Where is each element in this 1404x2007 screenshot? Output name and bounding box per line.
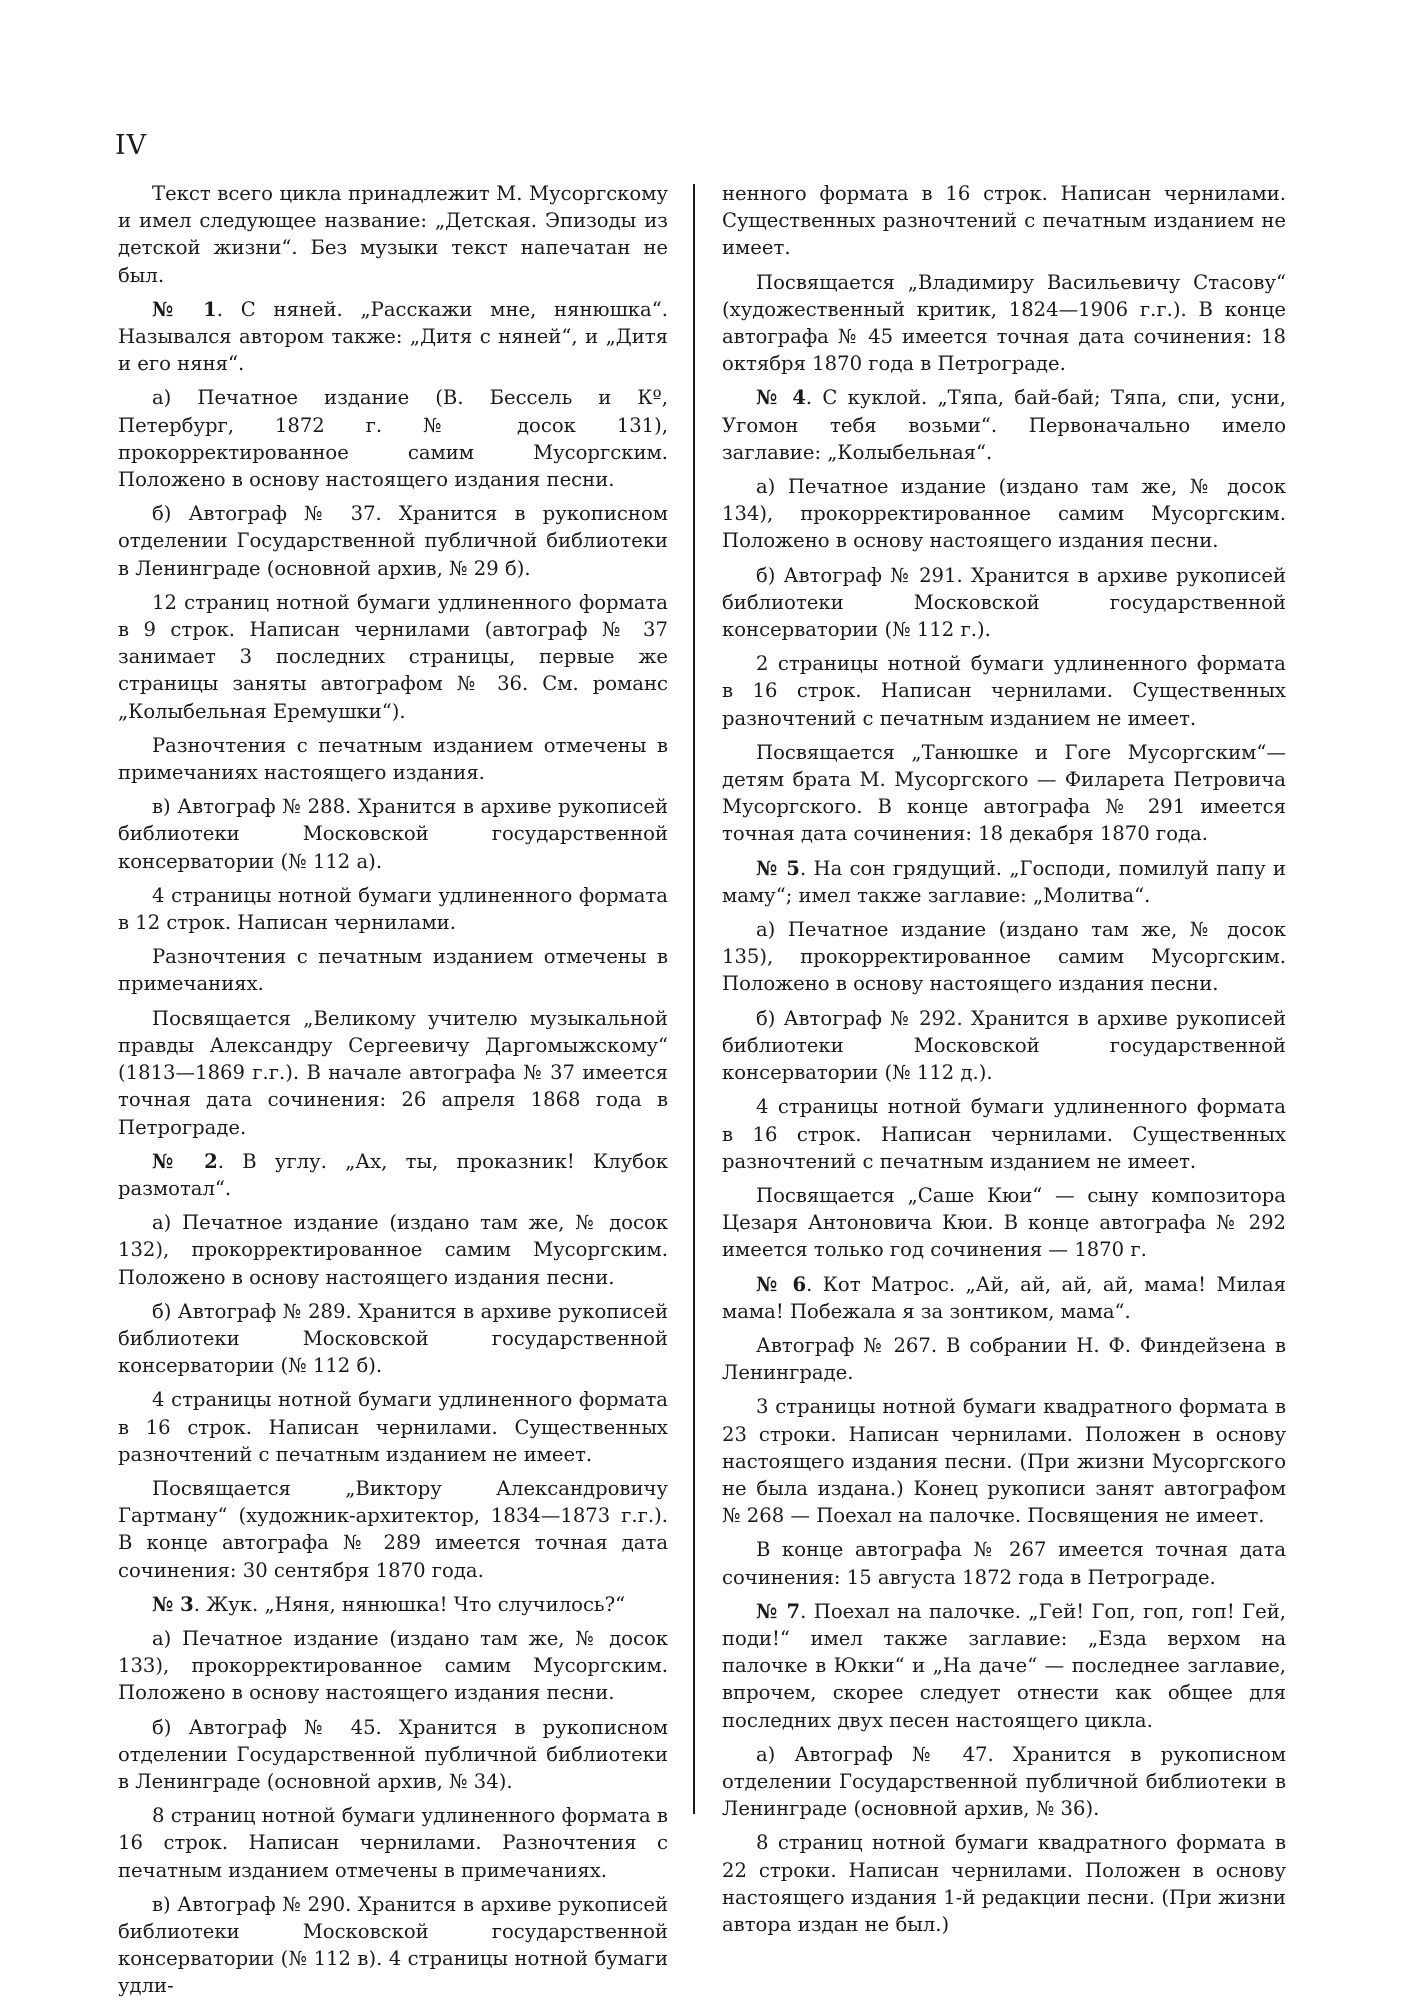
song-number: № 4 (756, 386, 806, 410)
paragraph-text: . Поехал на палочке. „Гей! Гоп, гоп, гоп! Гей, поди!“ имел также заглавие: „Езда верхом на палочке в Юкки“ и „На даче“ — последнее заглавие, впрочем, скорее следует отнести как общее для последних двух песен настоящего цикла. (722, 1599, 1286, 1732)
paragraph-text: Разночтения с печатным изданием отмечены в примечаниях. (118, 945, 668, 996)
paragraph (118, 180, 668, 289)
paragraph-text: Посвящается „Великому учителю музыкальной правды Александру Сергеевичу Даргомыжскому“ (1813—1869 г.г.). В начале автографа № 37 имеется точная дата сочинения: 26 апреля 1868 года в Петрограде. (118, 1006, 668, 1139)
paragraph (118, 1148, 668, 1202)
paragraph-text: . В углу. „Ах, ты, проказник! Клубок размотал“. (118, 1149, 668, 1200)
song-number: № 7 (756, 1599, 801, 1623)
paragraph (118, 793, 668, 875)
paragraph-text: . С куклой. „Тяпа, бай-бай; Тяпа, спи, усни, Угомон тебя возьми“. Первоначально имело заглавие: „Колыбельная“. (722, 386, 1286, 464)
column-divider (693, 184, 695, 1814)
paragraph-text: в) Автограф № 290. Хранится в архиве рукописей библиотеки Московской государственной консерватории (№ 112 в). 4 страницы нотной бумаги удли- (118, 1892, 668, 1998)
paragraph (722, 1829, 1286, 1938)
paragraph-text: Посвящается „Танюшке и Гоге Мусоргским“— детям брата М. Мусоргского — Филарета Петровича Мусоргского. В конце автографа № 291 имеется точная дата сочинения: 18 декабря 1870 года. (722, 740, 1286, 846)
paragraph-text: 2 страницы нотной бумаги удлиненного формата в 16 строк. Написан чернилами. Существенных разночтений с печатным изданием не имеет. (722, 652, 1286, 730)
paragraph (118, 1386, 668, 1468)
paragraph (722, 650, 1286, 732)
paragraph (722, 269, 1286, 378)
paragraph (118, 589, 668, 725)
paragraph (118, 1209, 668, 1291)
paragraph-text: 4 страницы нотной бумаги удлиненного формата в 16 строк. Написан чернилами. Существенных разночтений с печатным изданием не имеет. (118, 1388, 668, 1466)
paragraph (118, 1714, 668, 1796)
paragraph-text: б) Автограф № 289. Хранится в архиве рукописей библиотеки Московской государственной консерватории (№ 112 б). (118, 1299, 668, 1378)
paragraph-text: . На сон грядущий. „Господи, помилуй папу и маму“; имел также заглавие: „Молитва“. (722, 856, 1286, 907)
paragraph-text: ненного формата в 16 строк. Написан чернилами. Существенных разночтений с печатным изданием не имеет. (722, 182, 1286, 260)
paragraph (118, 1591, 668, 1618)
paragraph-text: 4 страницы нотной бумаги удлиненного формата в 12 строк. Написан чернилами. (118, 883, 668, 935)
song-number: № 2 (152, 1149, 218, 1173)
paragraph-text: Посвящается „Владимиру Васильевичу Стасову“ (художественный критик, 1824—1906 г.г.). В конце автографа № 45 имеется точная дата сочинения: 18 октября 1870 года в Петрограде. (722, 270, 1286, 376)
paragraph-text: . С няней. „Расскажи мне, нянюшка“. Назывался автором также: „Дитя с няней“, и „Дитя и его няня“. (118, 297, 668, 376)
paragraph (118, 296, 668, 378)
paragraph (722, 473, 1286, 555)
paragraph-text: б) Автограф № 45. Хранится в рукописном отделении Государственной публичной библиотеки в Ленинграде (основной архив, № 34). (118, 1715, 668, 1793)
paragraph (722, 384, 1286, 466)
right-column (722, 180, 1286, 1945)
paragraph-text: Посвящается „Саше Кюи“ — сыну композитора Цезаря Антоновича Кюи. В конце автографа № 292 имеется только год сочинения — 1870 г. (722, 1183, 1286, 1262)
paragraph-text: . Кот Матрос. „Ай, ай, ай, ай, мама! Милая мама! Побежала я за зонтиком, мама“. (722, 1272, 1286, 1323)
paragraph-text: а) Печатное издание (издано там же, № досок 134), прокорректированное самим Мусоргским. Положено в основу настоящего издания песни. (722, 475, 1286, 553)
paragraph-text: 12 страниц нотной бумаги удлиненного формата в 9 строк. Написан чернилами (автограф № 37 занимает 3 последних страницы, первые же страницы заняты автографом № 36. См. романс „Колыбельная Еремушки“). (118, 590, 668, 723)
paragraph-text: 8 страниц нотной бумаги удлиненного формата в 16 строк. Написан чернилами. Разночтения с печатным изданием отмечены в примечаниях. (118, 1804, 668, 1882)
paragraph-text: в) Автограф № 288. Хранится в архиве рукописей библиотеки Московской государственной консерватории (№ 112 а). (118, 795, 668, 873)
paragraph-text: . Жук. „Няня, нянюшка! Что случилось?“ (193, 1592, 626, 1616)
song-number: № 6 (756, 1272, 807, 1296)
page-number: IV (115, 130, 148, 161)
song-number: № 1 (152, 297, 217, 321)
paragraph (118, 1625, 668, 1707)
paragraph (722, 1598, 1286, 1734)
paragraph (722, 1741, 1286, 1823)
paragraph (118, 943, 668, 997)
paragraph (118, 882, 668, 936)
paragraph (118, 1005, 668, 1141)
paragraph (722, 180, 1286, 262)
paragraph (722, 1393, 1286, 1529)
paragraph-text: а) Печатное издание (издано там же, № досок 133), прокорректированное самим Мусоргским. Положено в основу настоящего издания песни. (118, 1626, 668, 1705)
paragraph (722, 1271, 1286, 1325)
paragraph-text: Разночтения с печатным изданием отмечены в примечаниях настоящего издания. (118, 733, 668, 785)
paragraph-text: 8 страниц нотной бумаги квадратного формата в 22 строки. Написан чернилами. Положен в основу настоящего издания 1-й редакции песни. (При жизни автора издан не был.) (722, 1831, 1286, 1936)
paragraph-text: а) Печатное издание (В. Бессель и Кº, Петербург, 1872 г. № досок 131), прокорректированное самим Мусоргским. Положено в основу настоящего издания песни. (118, 386, 668, 492)
paragraph (722, 1182, 1286, 1264)
paragraph-text: а) Автограф № 47. Хранится в рукописном отделении Государственной публичной библиотеки в Ленинграде (основной архив, № 36). (722, 1742, 1286, 1821)
paragraph-text: 3 страницы нотной бумаги квадратного формата в 23 строки. Написан чернилами. Положен в основу настоящего издания песни. (При жизни Мусоргского не была издана.) Конец рукописи занят автографом № 268 — Поехал на палочке. Посвящения не имеет. (722, 1395, 1286, 1528)
paragraph (722, 1005, 1286, 1087)
paragraph (118, 500, 668, 582)
left-column (118, 180, 668, 2007)
paragraph (722, 739, 1286, 848)
song-number: № 5 (756, 856, 800, 880)
paragraph (722, 562, 1286, 644)
paragraph-text: а) Печатное издание (издано там же, № досок 135), прокорректированное самим Мусоргским. Положено в основу настоящего издания песни. (722, 918, 1286, 996)
paragraph (722, 1093, 1286, 1175)
paragraph-text: Текст всего цикла принадлежит М. Мусоргскому и имел следующее название: „Детская. Эпизоды из детской жизни“. Без музыки текст напечатан не был. (118, 182, 668, 287)
paragraph (118, 732, 668, 786)
song-number: № 3 (152, 1592, 194, 1616)
paragraph-text: б) Автограф № 37. Хранится в рукописном отделении Государственной публичной библиотеки в Ленинграде (основной архив, № 29 б). (118, 502, 668, 580)
paragraph (118, 1802, 668, 1884)
paragraph (722, 916, 1286, 998)
paragraph-text: Посвящается „Виктору Александровичу Гартману“ (художник-архитектор, 1834—1873 г.г.). В конце автографа № 289 имеется точная дата сочинения: 30 сентября 1870 года. (118, 1476, 668, 1582)
paragraph-text: а) Печатное издание (издано там же, № досок 132), прокорректированное самим Мусоргским. Положено в основу настоящего издания песни. (118, 1211, 668, 1289)
paragraph (118, 1475, 668, 1584)
paragraph-text: Автограф № 267. В собрании Н. Ф. Финдейзена в Ленинграде. (722, 1333, 1286, 1385)
paragraph (722, 855, 1286, 909)
paragraph-text: б) Автограф № 292. Хранится в архиве рукописей библиотеки Московской государственной консерватории (№ 112 д.). (722, 1006, 1286, 1085)
paragraph (722, 1536, 1286, 1590)
paragraph-text: В конце автографа № 267 имеется точная дата сочинения: 15 августа 1872 года в Петрограде. (722, 1538, 1286, 1589)
paragraph (722, 1332, 1286, 1386)
paragraph (118, 384, 668, 493)
paragraph (118, 1891, 668, 2000)
paragraph-text: 4 страницы нотной бумаги удлиненного формата в 16 строк. Написан чернилами. Существенных разночтений с печатным изданием не имеет. (722, 1095, 1286, 1173)
paragraph (118, 1298, 668, 1380)
paragraph-text: б) Автограф № 291. Хранится в архиве рукописей библиотеки Московской государственной консерватории (№ 112 г.). (722, 563, 1286, 642)
